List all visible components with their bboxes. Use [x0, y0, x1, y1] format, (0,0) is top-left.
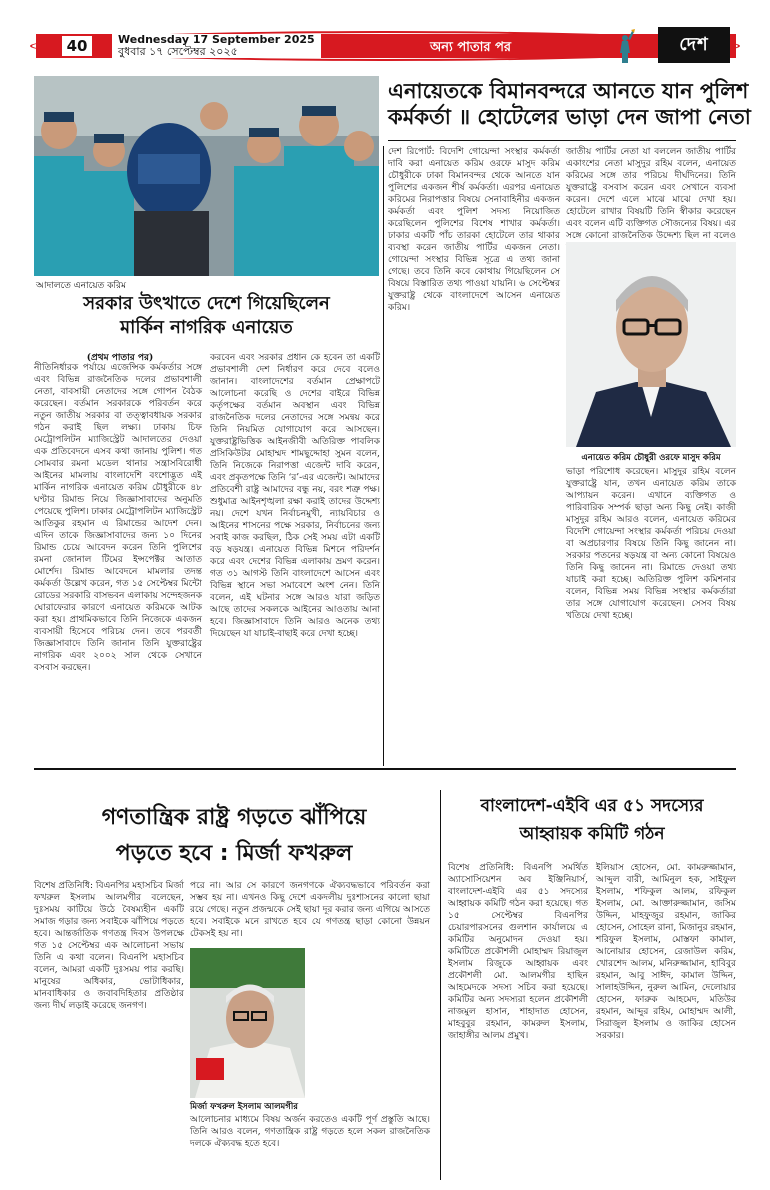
story3-headline-line1: গণতান্ত্রিক রাষ্ট্র গড়তে ঝাঁপিয়ে: [101, 805, 367, 830]
story3-headline: [34, 800, 434, 880]
story3-column2-side: [310, 948, 430, 1098]
story4-headline-line1: বাংলাদেশ-এইবি এর ৫১ সদস্যের: [480, 796, 704, 816]
story4-column2: ইলিয়াস হোসেন, মো. কামরুজ্জামান, আব্দুল বারী, আমিনুল হক, সাইফুল ইসলাম, শফিকুল আলম, রফিকুল ইসলাম, মো. আক্তারুজ্জামান, জসিম উদ্দিন, মাহফুজুর রহমান, জাকির হোসেন, সোহেল রানা, মিজানুর রহমান, শরিফুল ইসলাম, মোস্তফা কামাল, আনোয়ার হোসেন, রেজাউল করিম, খোরশেদ আলম, মনিরুজ্জামান, হাবিবুর রহমান, আবু সাঈদ, কামাল উদ্দিন, সালাহউদ্দিন, নুরুল আমিন, দেলোয়ার হোসেন, ফারুক আহমেদ, মতিউর রহমান, আব্দুর রহিম, মোহাম্মদ আলী, সিরাজুল ইসলাম ও জাকির হোসেন সরকার।: [596, 863, 736, 1041]
story3-column2: আলোচনার মাধ্যমে বিষয় অর্জন করতেও একটি পূর্ণ প্রস্তুতি আছে। তিনি আরও বলেন, গণতান্ত্রিক রাষ্ট্র গড়তে হলে সকল রাজনৈতিক দলকে ঐক্যবদ্ধ হতে হবে।: [190, 1115, 430, 1149]
section-title: অন্য পাতার পর: [430, 40, 512, 55]
story2-headline: [388, 78, 751, 156]
story1-column2: করবেন এবং সরকার প্রধান কে হবেন তা একটি প্রভাবশালী দেশ নির্ধারণ করে দেবে বলেও জানান। বাংলাদেশের বর্তমান প্রেক্ষাপটে আলোচনা করেছি ও দেশের বাইরে বিভিন্ন কর্তৃপক্ষের বর্তমান অবস্থান এবং বিভিন্ন রাজনৈতিক দলের নেতাদের সঙ্গে সমন্বয় করে তিনি নিয়মিত যোগাযোগ করে আসছেন। যুক্তরাষ্ট্রভিত্তিক আইনজীবী অতিরিক্ত পাবলিক প্রসিকিউটর মোহাম্মদ শামছুদ্দোহা সুমন বলেন, তিনি নিজেকে নিরাপত্তা এজেন্ট দাবি করেন, এবং প্রকৃতপক্ষে তিনি ‘র’-এর এজেন্ট। আমাদের প্রতিবেশী রাষ্ট্র আমাদের বন্ধু নয়, বরং শত্রু পক্ষ। শুধুমাত্র আইনশৃঙ্খলা রক্ষা করাই তাদের উদ্দেশ্য নয়। দেশে যখন নির্বাচনমুখী, ন্যায়বিচার ও আইনের শাসনের পক্ষে সরকার, নির্বাচনের জন্য সবাই কাজ করছিল, ঠিক সেই সময় এটা একটি বড় ষড়যন্ত্র। এনায়েত বিভিন্ন মিশনে পরিদর্শন করে এবং দেশের বিভিন্ন এলাকায় ভ্রমণ করেন। গত ৩১ আগস্ট তিনি বাংলাদেশে আসেন এবং বিভিন্ন স্থানে সভা সমাবেশে অংশ নেন। তিনি বলেন, এই ঘটনার সঙ্গে আরও যারা জড়িত আছে তাদের সকলকে আইনের আওতায় আনা হবে। জিজ্ঞাসাবাদে তিনি আরও অনেক তথ্য দিয়েছেন যা যাচাই-বাছাই করে দেখা হচ্ছে।: [210, 353, 380, 639]
story1-continued-label: (প্রথম পাতার পর): [86, 353, 154, 363]
story1-headline: [34, 292, 379, 348]
story1-photo: [34, 76, 379, 276]
logo-text: দেশ: [658, 27, 730, 63]
bottom-column-divider: [440, 790, 441, 1180]
story1-headline-line1: সরকার উৎখাতে দেশে গিয়েছিলেন: [83, 293, 330, 314]
story4-column1: বিশেষ প্রতিনিধি: বিএনপি সমর্থিত অ্যাসোসিয়েশন অব ইঞ্জিনিয়ার্স, বাংলাদেশ-এইবি এর ৫১ সদস্যের আহ্বায়ক কমিটি গঠন করা হয়েছে। গত ১৫ সেপ্টেম্বর বিএনপির চেয়ারপারসনের গুলশান কার্যালয়ে এ কমিটির অনুমোদন দেওয়া হয়। কমিটিতে প্রকৌশলী মোহাম্মদ রিয়াজুল ইসলাম রিজুকে আহ্বায়ক এবং প্রকৌশলী মো. আলমগীর হাছিন আহমেদকে সদস্য সচিব করা হয়েছে। কমিটির অন্য সদস্যরা হলেন প্রকৌশলী নাজমুল হাসান, শাহাদাত হোসেন, মাহবুবুর রহমান, কামরুল ইসলাম, জাহাঙ্গীর আলম প্রমুখ।: [448, 863, 588, 1041]
story1-column1: নীতিনির্ধারক পর্যায়ে এজেন্সিক কর্মকর্তার সঙ্গে এবং বিভিন্ন রাজনৈতিক দলের প্রভাবশালী নেতা, বাবসায়ী নেতাদের সঙ্গে গোপন বৈঠক করেছেন। বর্তমান সরকারকে পরিবর্তন করে নতুন জাতীয় সরকার বা তত্ত্বাবধায়ক সরকার গঠন করাই ছিল লক্ষ্য। ঢাকায় চিফ মেট্রোপলিটন ম্যাজিস্ট্রেট আদালতের দেওয়া এক প্রতিবেদনে এসব কথা জানায় পুলিশ। গত সোমবার রমনা মডেল থানার সন্ত্রাসবিরোধী আইনের মামলায় বাংলাদেশি বংশোদ্ভূত এই মার্কিন নাগরিক এনায়েত করিম চৌধুরীকে ৪৮ ঘণ্টার রিমান্ড নিয়ে জিজ্ঞাসাবাদের অনুমতি পেয়েছে পুলিশ। ঢাকার মেট্রোপলিটন ম্যাজিস্ট্রেট আতিকুর রহমান এ রিমান্ডের আদেশ দেন। এদিন তাকে জিজ্ঞাসাবাদের জন্য ১০ দিনের রিমান্ড চেয়ে আবেদন করেন তিনি পুলিশের রমনা জোনাল টিমের ইন্সপেক্টর আতাত মোর্শেদ। রিমান্ড আবেদনে মামলার তদন্ত কর্মকর্তা উল্লেখ করেন, গত ১৫ সেপ্টেম্বর মিন্টো রোডের সরকারি বাসভবন এলাকায় সন্দেহজনক ঘোরাফেরার কারণে এনায়েত করিমকে আটক করা হয়। প্রাথমিকভাবে তিনি নিজেকে একজন ব্যবসায়ী হিসেবে পরিচয় দেন। তবে পরবর্তী জিজ্ঞাসাবাদে তিনি জানান তিনি যুক্তরাষ্ট্রের নাগরিক এবং ২০০২ সাল থেকে সেখানে বসবাস করছেন।: [34, 363, 202, 673]
story4-headline-line2: আহ্বায়ক কমিটি গঠন: [519, 824, 665, 844]
mirza-fakhrul-photo: [190, 948, 305, 1098]
newspaper-logo: [610, 27, 730, 63]
statue-of-liberty-icon: [610, 29, 640, 63]
issue-date-bangla: বুধবার ১৭ সেপ্টেম্বর ২০২৫: [118, 45, 238, 58]
story2-rule: [388, 140, 736, 141]
issue-date-english: Wednesday 17 September 2025: [118, 33, 315, 46]
story2-photo: [566, 242, 736, 447]
story2-column2: জাতীয় পার্টির নেতা যা বললেন জাতীয় পার্টির একাংশের নেতা মাসুদুর রহিম বলেন, এনায়েত করিমের সঙ্গে তার পরিচয় দীর্ঘদিনের। তিনি যুক্তরাষ্ট্রে বসবাস করেন এবং সেখানে ব্যবসা করেন। দেশে এলে মাঝে মাঝে দেখা হয়। হোটেলে রাখার বিষয়টি তিনি স্বীকার করেছেন এবং বলেন এটি ব্যক্তিগত সৌজন্যের বিষয়। এর সঙ্গে কোনো রাজনৈতিক উদ্দেশ্য ছিল না বলেও: [566, 147, 736, 241]
story1-photo-caption: আদালতে এনায়েত করিম: [36, 281, 126, 291]
story2-headline-line2: কর্মকর্তা ॥ হোটেলের ভাড়া দেন জাপা নেতা: [388, 105, 751, 129]
court-crowd-photo: [34, 76, 379, 276]
issue-date: [112, 34, 321, 58]
story3-headline-line2: পড়তে হবে : মির্জা ফখরুল: [115, 841, 353, 866]
story2-photo-caption: এনায়েত করিম চৌধুরী ওরফে মাসুদ করিম: [581, 453, 721, 463]
story3-photo: [190, 948, 305, 1098]
story3-photo-caption: মির্জা ফখরুল ইসলাম আলমগীর: [190, 1102, 298, 1112]
story3-column2-top: পরে না। আর সে কারণে জনগণকে ঐক্যবদ্ধভাবে পরিবর্তন করা সম্ভব হয় না। এখনও কিছু দেশে একদলীয় দুঃশাসনের কালো ছায়া রয়ে গেছে। নতুন প্রজন্মকে সেই ছায়া দূর করার জন্য এগিয়ে আসতে হবে। সবাইকে মনে রাখতে হবে যে গণতন্ত্র ছাড়া কোনো উন্নয়ন টেকসই হয় না।: [190, 881, 430, 939]
column-divider: [383, 146, 384, 766]
bottom-section-rule: [34, 768, 736, 770]
page-number: 40: [60, 34, 94, 58]
portrait-photo: [566, 242, 736, 447]
story2-column3: ভাড়া পরিশোধ করেছেন। মাসুদুর রহিম বলেন যুক্তরাষ্ট্রে যান, তখন এনায়েত করিম তাকে আপ্যায়ন করেন। এখানে ব্যক্তিগত ও পারিবারিক সম্পর্ক ছাড়া অন্য কিছু নেই। কাজী মাসুদুর রহিম আরও বলেন, এনায়েত করিমের বিদেশি গোয়েন্দা সংস্থার কর্মকর্তা পরিচয় দেওয়া বা অপ্রচারণার বিষয়ে তিনি কিছু জানেন না। সরকার পতনের ষড়যন্ত্র বা অন্য কোনো বিষয়েও তিনি কিছু জানেন না। রিমান্ডে দেওয়া তথ্য যাচাই করা হচ্ছে। অতিরিক্ত পুলিশ কমিশনার বলেন, বিভিন্ন সময় বিভিন্ন সংস্থার কর্মকর্তারা তার সঙ্গে যোগাযোগ করেছেন। সেসব বিষয় খতিয়ে দেখা হচ্ছে।: [566, 467, 736, 621]
story3-column1: বিশেষ প্রতিনিধি: বিএনপির মহাসচিব মির্জা ফখরুল ইসলাম আলমগীর বলেছেন, দুঃসময় কাটিয়ে উঠে বৈষম্যহীন একটি সমাজ গড়ার জন্য সবাইকে ঝাঁপিয়ে পড়তে হবে। আন্তর্জাতিক গণতন্ত্র দিবস উপলক্ষে গত ১৫ সেপ্টেম্বর এক আলোচনা সভায় তিনি এ কথা বলেন। বিএনপি মহাসচিব বলেন, আমরা একটি দুঃসময় পার করছি। মানুষের অধিকার, ভোটাধিকার, মানবাধিকার ও জবাবদিহিতার প্রতিষ্ঠার জন্য দীর্ঘ লড়াই করেছে জনগণ।: [34, 881, 184, 1011]
story4-headline: [448, 792, 736, 856]
story1-headline-line2: মার্কিন নাগরিক এনায়েত: [120, 317, 293, 338]
masthead: [0, 0, 770, 66]
story2-column1: দেশ রিপোর্ট: বিদেশি গোয়েন্দা সংস্থার কর্মকর্তা দাবি করা এনায়েত করিম ওরফে মাসুদ করিম চৌধুরীকে ঢাকা বিমানবন্দর থেকে আনতে যান পুলিশের একজন শীর্ষ কর্মকর্তা। এরপর এনায়েত করিমের নিরাপত্তার বিষয়ে সেনাবাহিনীর একজন কর্মকর্তা এবং পুলিশ সদস্য নিয়োজিত করেছিলেন পুলিশের বিশেষ শাখার কর্মকর্তা। ঢাকার একটি পাঁচ তারকা হোটেলে তার থাকার ব্যবস্থা করেন জাতীয় পার্টির একজন নেতা। গোয়েন্দা সংস্থার বিভিন্ন সূত্রে এ তথ্য জানা গেছে। তবে তিনি কবে কোথায় গিয়েছিলেন সে বিষয়ে বিস্তারিত তথ্য পাওয়া যায়নি। ৬ সেপ্টেম্বর যুক্তরাষ্ট্র থেকে বাংলাদেশে আসেন এনায়েত করিম।: [388, 147, 560, 313]
story2-headline-line1: এনায়েতকে বিমানবন্দরে আনতে যান পুলিশ: [388, 79, 749, 103]
